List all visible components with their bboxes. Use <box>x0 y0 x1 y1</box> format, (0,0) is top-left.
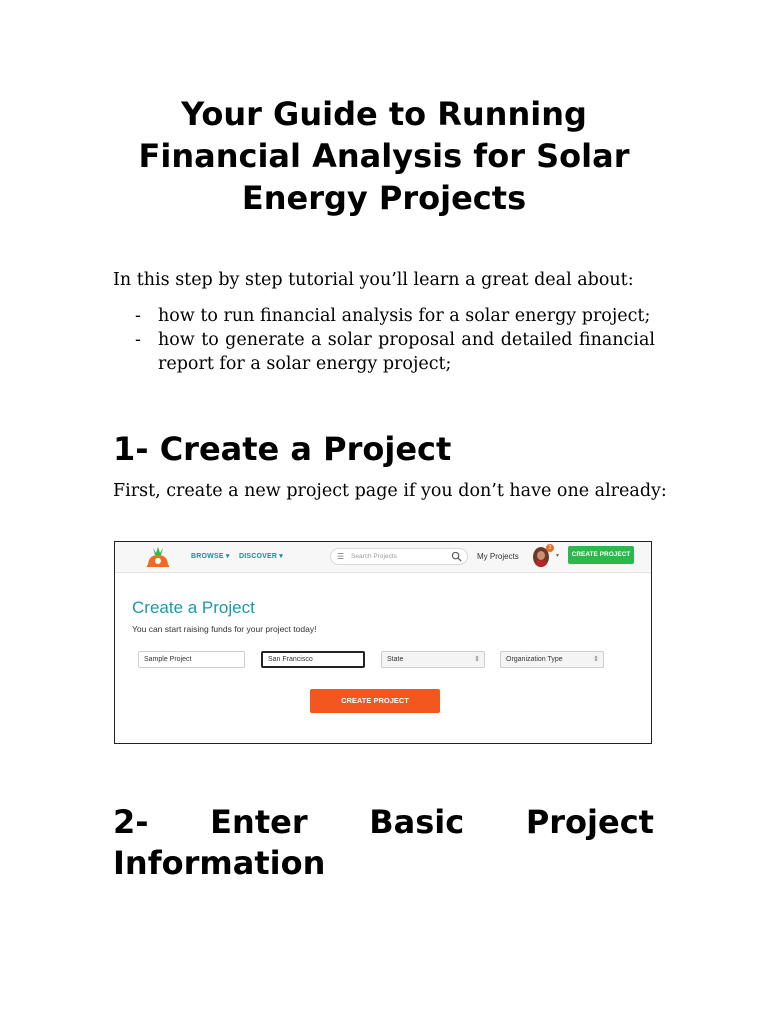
state-select-value: State <box>387 656 404 663</box>
organization-type-select[interactable] <box>500 651 604 668</box>
browse-menu[interactable]: BROWSE ▾ <box>191 553 230 560</box>
page-title: Create a Project <box>132 598 255 617</box>
step2-heading <box>113 802 654 884</box>
step2-heading-line2: Information <box>113 844 326 882</box>
avatar-face <box>537 551 545 560</box>
search-icon[interactable] <box>451 551 462 562</box>
create-project-screenshot <box>114 541 652 744</box>
avatar-body <box>535 560 547 567</box>
city-field[interactable]: San Francisco <box>261 651 365 668</box>
chevron-down-icon[interactable]: ▼ <box>555 553 560 559</box>
search-placeholder: Search Projects <box>351 553 397 560</box>
select-arrows-icon: ⇕ <box>474 656 480 663</box>
organization-type-value: Organization Type <box>506 656 563 663</box>
step2-word: Project <box>525 803 654 841</box>
create-project-button[interactable]: CREATE PROJECT <box>310 689 440 713</box>
document-title: Your Guide to Running Financial Analysis for Solar Energy Projects <box>138 95 630 217</box>
learning-list <box>113 304 655 376</box>
list-item: - how to run financial analysis for a solar energy project; <box>113 304 655 328</box>
select-arrows-icon: ⇕ <box>593 656 599 663</box>
notification-badge: 3 <box>546 544 554 552</box>
menu-icon: ☰ <box>337 552 345 561</box>
search-input[interactable] <box>330 548 468 565</box>
step2-word: Basic <box>369 803 465 841</box>
step2-word: 2- <box>113 803 149 841</box>
carrot-logo-icon[interactable] <box>145 545 171 569</box>
step1-heading: 1- Create a Project <box>113 430 452 468</box>
step2-heading-line1 <box>113 802 654 843</box>
my-projects-link[interactable]: My Projects <box>477 552 519 561</box>
project-name-field[interactable]: Sample Project <box>138 651 245 668</box>
list-item: - how to generate a solar proposal and detailed financial report for a solar energy project; <box>113 328 655 376</box>
state-select[interactable] <box>381 651 485 668</box>
step1-text: First, create a new project page if you don’t have one already: <box>113 481 667 501</box>
intro-paragraph: In this step by step tutorial you’ll learn a great deal about: <box>113 270 634 290</box>
header-create-project-button[interactable]: CREATE PROJECT <box>568 546 634 564</box>
step2-word: Enter <box>210 803 308 841</box>
site-header <box>115 542 651 573</box>
discover-menu[interactable]: DISCOVER ▾ <box>239 553 284 560</box>
page-subtitle: You can start raising funds for your project today! <box>132 624 317 634</box>
